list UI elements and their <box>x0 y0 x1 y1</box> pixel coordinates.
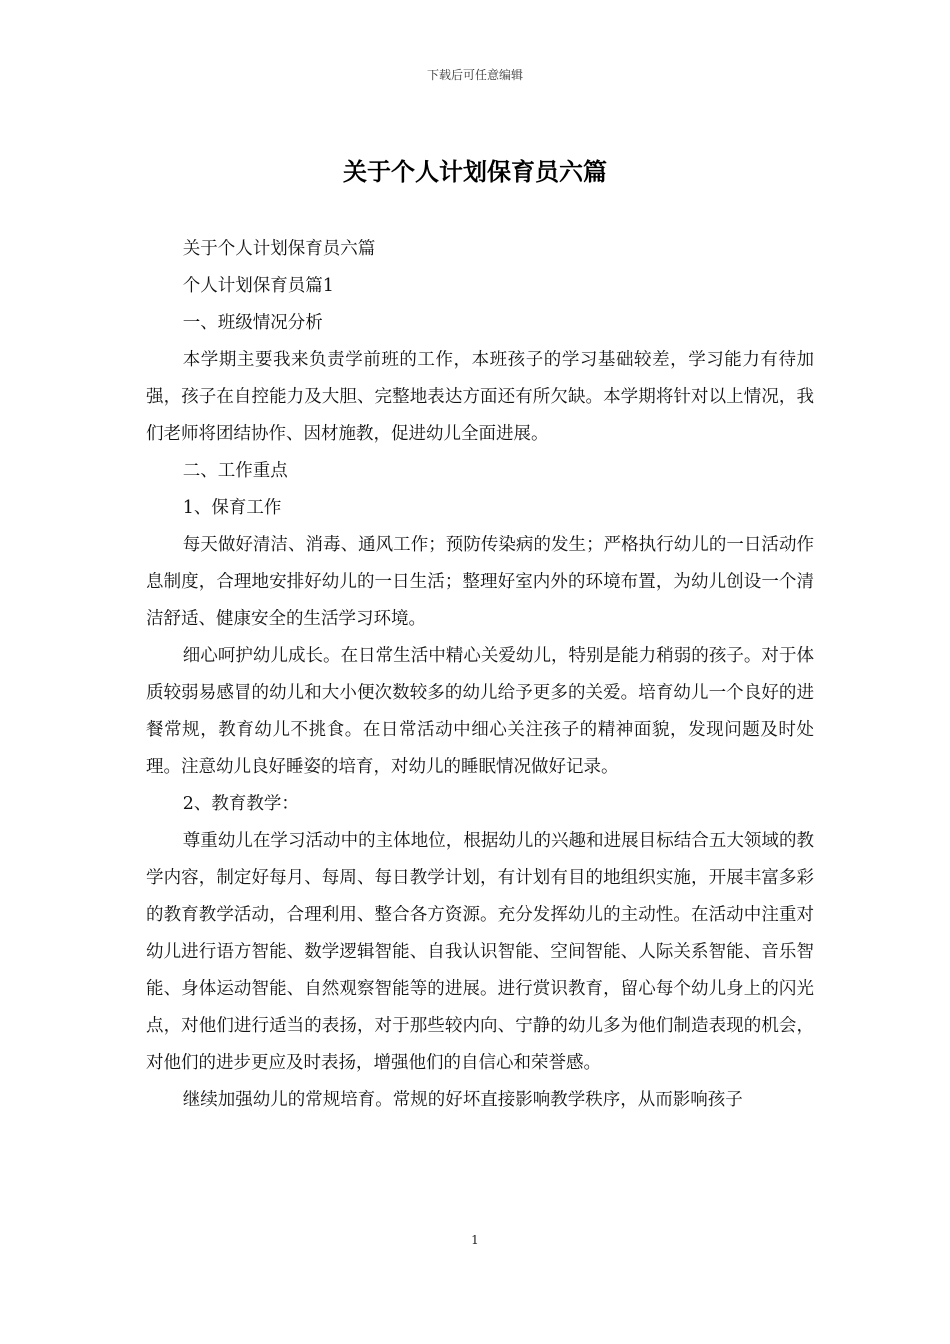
paragraph-subtitle: 关于个人计划保育员六篇 <box>182 239 376 259</box>
header-note: 下载后可任意编辑 <box>426 68 523 82</box>
page-number: 1 <box>471 1233 479 1247</box>
paragraph-class-analysis: 本学期主要我来负责学前班的工作，本班孩子的学习基础较差，学习能力有待加强，孩子在自控能力及大胆、完整地表达方面还有所欠缺。本学期将针对以上情况，我们老师将团结协作、因材施教，促进幼儿全面进展。 <box>146 350 814 444</box>
paragraph-care-growth: 细心呵护幼儿成长。在日常生活中精心关爱幼儿，特别是能力稍弱的孩子。对于体质较弱易感冒的幼儿和大小便次数较多的幼儿给予更多的关爱。培育幼儿一个良好的进餐常规，教育幼儿不挑食。在日常活动中细心关注孩子的精神面貌，发现问题及时处理。注意幼儿良好睡姿的培育，对幼儿的睡眠情况做好记录。 <box>146 646 814 777</box>
document-title: 关于个人计划保育员六篇 <box>343 157 607 186</box>
paragraph-care-daily: 每天做好清洁、消毒、通风工作；预防传染病的发生；严格执行幼儿的一日活动作息制度，合理地安排好幼儿的一日生活；整理好室内外的环境布置，为幼儿创设一个清洁舒适、健康安全的生活学习环境。 <box>146 535 814 629</box>
paragraph-heading-care-work: 1、保育工作 <box>182 498 282 518</box>
paragraph-section-heading: 个人计划保育员篇1 <box>182 276 334 296</box>
paragraph-routine: 继续加强幼儿的常规培育。常规的好坏直接影响教学秩序，从而影响孩子 <box>182 1090 743 1110</box>
paragraph-heading-class-analysis: 一、班级情况分析 <box>182 313 323 333</box>
paragraph-heading-work-focus: 二、工作重点 <box>182 461 288 481</box>
document-body <box>146 231 814 1119</box>
paragraph-heading-teaching: 2、教育教学： <box>182 794 299 814</box>
paragraph-teaching: 尊重幼儿在学习活动中的主体地位，根据幼儿的兴趣和进展目标结合五大领域的教学内容，制定好每月、每周、每日教学计划，有计划有目的地组织实施，开展丰富多彩的教育教学活动，合理利用、整合各方资源。充分发挥幼儿的主动性。在活动中注重对幼儿进行语方智能、数学逻辑智能、自我认识智能、空间智能、人际关系智能、音乐智能、身体运动智能、自然观察智能等的进展。进行赏识教育，留心每个幼儿身上的闪光点，对他们进行适当的表扬，对于那些较内向、宁静的幼儿多为他们制造表现的机会，对他们的进步更应及时表扬，增强他们的自信心和荣誉感。 <box>146 831 814 1073</box>
